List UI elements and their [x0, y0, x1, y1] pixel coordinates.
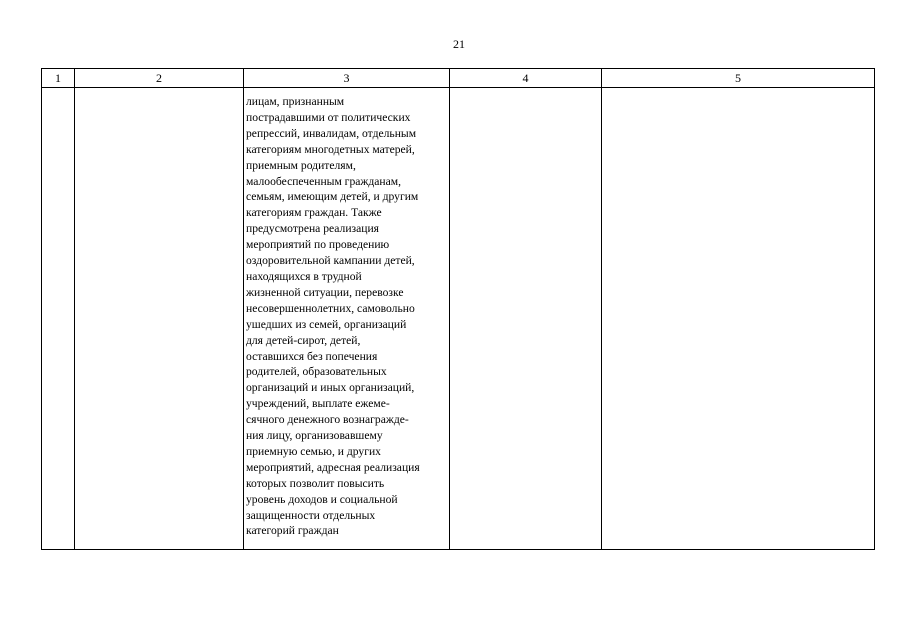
document-table: [41, 68, 875, 550]
table-row: [42, 88, 875, 550]
column-header-5: 5: [602, 69, 875, 88]
column-header-1: 1: [42, 69, 75, 88]
column-header-2: 2: [75, 69, 244, 88]
table-cell-col2: [75, 88, 244, 550]
measures-description-text: лицам, признанным пострадавшими от политических репрессий, инвалидам, отдельным категориям многодетных матерей, приемным родителям, малообеспеченным гражданам, семьям, имеющим детей, и другим категориям граждан. Также предусмотрена реализация мероприятий по проведению оздоровительной кампании детей, находящихся в трудной жизненной ситуации, перевозке несовершеннолетних, самовольно ушедших из семей, организаций для детей-сирот, детей, оставшихся без попечения родителей, образовательных организаций и иных организаций, учреждений, выплате ежеме- сячного денежного вознагражде- ния лицу, организовавшему приемную семью, и других мероприятий, адресная реализация которых позволит повысить уровень доходов и социальной защищенности отдельных категорий граждан: [246, 95, 420, 538]
table-header-row: [42, 69, 875, 88]
column-header-4: 4: [450, 69, 602, 88]
table-cell-col4: [450, 88, 602, 550]
table-cell-col3: [244, 88, 450, 550]
table-cell-col5: [602, 88, 875, 550]
column-header-3: 3: [244, 69, 450, 88]
page-number: 21: [453, 37, 465, 51]
table-cell-col1: [42, 88, 75, 550]
